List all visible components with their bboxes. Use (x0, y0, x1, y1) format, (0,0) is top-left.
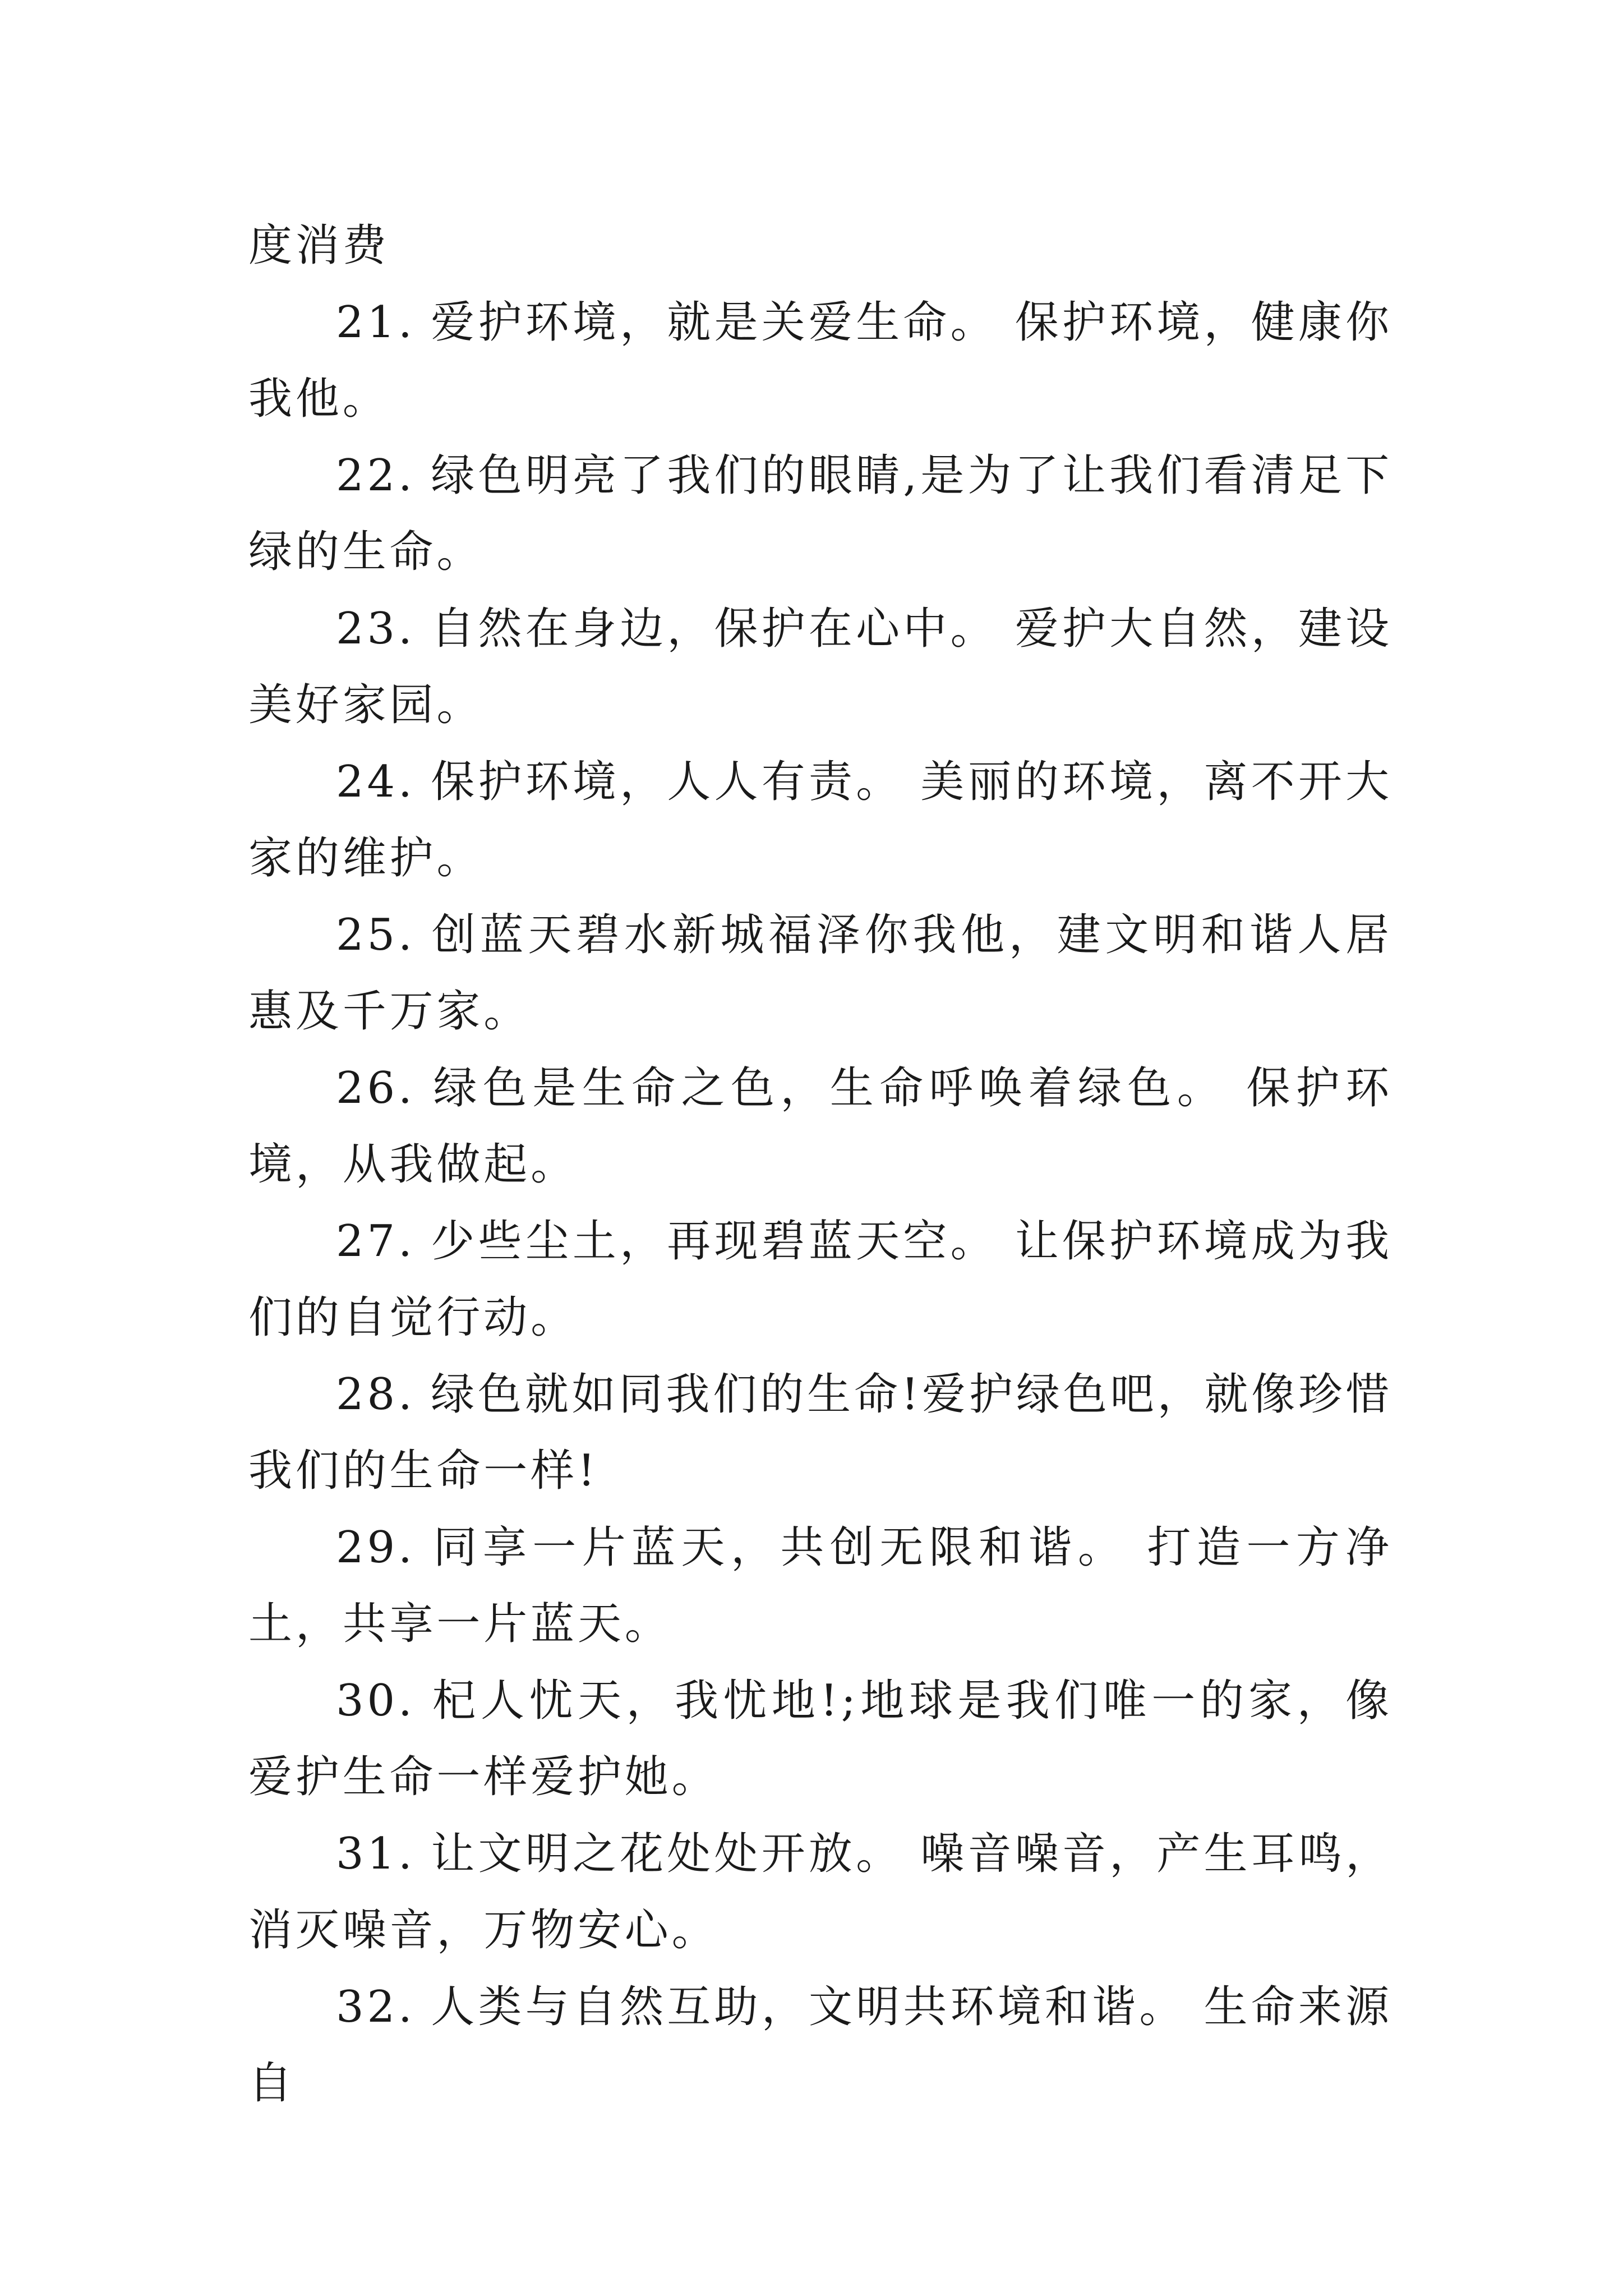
item-number: 25. (336, 909, 416, 960)
list-item (248, 1050, 1393, 1203)
item-text: 杞人忧天，我忧地!;地球是我们唯一的家，像爱护生命一样爱护她。 (248, 1675, 1393, 1802)
item-text: 爱护环境，就是关爱生命。 保护环境，健康你我他。 (248, 297, 1393, 424)
list-item (248, 1203, 1393, 1356)
item-text: 绿色明亮了我们的眼睛,是为了让我们看清足下绿的生命。 (248, 450, 1393, 577)
item-number: 24. (336, 756, 416, 807)
item-number: 29. (336, 1522, 416, 1573)
item-text: 创蓝天碧水新城福泽你我他，建文明和谐人居惠及千万家。 (248, 909, 1393, 1037)
item-number: 22. (336, 450, 416, 501)
list-item (248, 438, 1393, 591)
list-item (248, 1969, 1393, 2122)
item-number: 27. (336, 1216, 416, 1267)
item-number: 26. (336, 1062, 416, 1114)
item-text: 少些尘土，再现碧蓝天空。 让保护环境成为我们的自觉行动。 (248, 1216, 1393, 1343)
item-text: 保护环境，人人有责。 美丽的环境，离不开大家的维护。 (248, 756, 1393, 884)
list-item (248, 1356, 1393, 1510)
list-item (248, 591, 1393, 744)
item-number: 30. (336, 1675, 416, 1726)
list-item (248, 284, 1393, 438)
item-text: 同享一片蓝天，共创无限和谐。 打造一方净土，共享一片蓝天。 (248, 1522, 1393, 1649)
list-item (248, 1510, 1393, 1663)
item-text: 绿色就如同我们的生命!爱护绿色吧，就像珍惜我们的生命一样! (248, 1369, 1393, 1496)
item-text: 自然在身边，保护在心中。 爱护大自然，建设美好家园。 (248, 603, 1393, 730)
item-number: 32. (336, 1981, 416, 2032)
continuation-line: 度消费 (248, 220, 390, 271)
document-body (248, 208, 1393, 2122)
list-item (248, 744, 1393, 897)
list-item (248, 897, 1393, 1050)
item-text: 人类与自然互助，文明共环境和谐。 生命来源自 (248, 1981, 1393, 2109)
list-item (248, 1663, 1393, 1816)
list-item (248, 1816, 1393, 1969)
item-text: 绿色是生命之色，生命呼唤着绿色。 保护环境，从我做起。 (248, 1062, 1393, 1190)
item-number: 28. (336, 1369, 416, 1420)
item-number: 23. (336, 603, 416, 654)
item-text: 让文明之花处处开放。 噪音噪音，产生耳鸣，消灭噪音，万物安心。 (248, 1828, 1393, 1955)
item-number: 31. (336, 1828, 416, 1879)
item-number: 21. (336, 297, 416, 348)
